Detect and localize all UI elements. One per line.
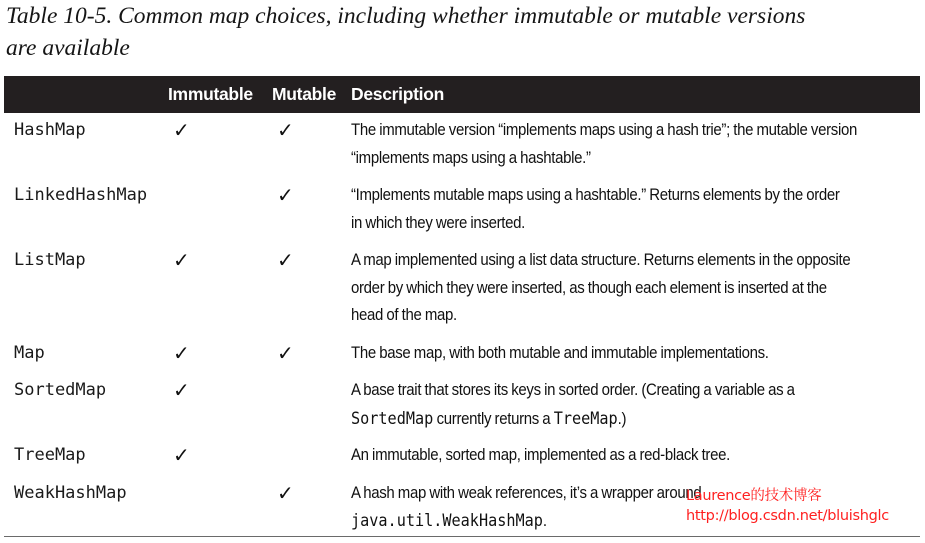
table-row — [4, 374, 920, 439]
description-line: in which they were inserted. — [351, 213, 525, 232]
check-icon: ✓ — [277, 183, 294, 207]
inline-text: . — [542, 512, 547, 530]
class-name: TreeMap — [14, 445, 86, 465]
table-row — [4, 439, 920, 477]
header-mutable: Mutable — [272, 84, 337, 104]
description-line: A map implemented using a list data structure. Returns elements in the opposite — [351, 251, 851, 269]
description — [351, 377, 921, 433]
inline-text: currently returns a — [433, 409, 554, 428]
table-header — [4, 76, 920, 113]
table-row — [4, 113, 920, 179]
description-line: order by which they were inserted, as though each element is inserted at the — [351, 278, 827, 297]
check-icon: ✓ — [277, 480, 294, 505]
map-choices-table — [4, 76, 920, 543]
table-bottom-rule — [4, 536, 920, 537]
description-line: A hash map with weak references, it’s a wrapper around — [351, 483, 702, 502]
watermark — [686, 486, 922, 526]
caption-line-1: Table 10-5. Common map choices, including whether immutable or mutable versions — [6, 3, 806, 29]
description — [351, 442, 921, 470]
inline-text: .) — [617, 409, 627, 428]
description — [351, 182, 921, 237]
inline-code: java.util.WeakHashMap — [351, 511, 543, 530]
description-line: head of the map. — [351, 306, 457, 324]
description — [351, 340, 921, 368]
check-icon: ✓ — [173, 248, 190, 272]
description — [351, 247, 921, 330]
header-name — [4, 76, 168, 113]
check-icon: ✓ — [277, 118, 294, 142]
class-name: HashMap — [14, 120, 86, 140]
description-line — [351, 405, 921, 434]
table-row — [4, 179, 920, 244]
table-row — [4, 337, 920, 375]
caption-line-2: are available — [6, 35, 130, 61]
table-caption — [6, 0, 921, 64]
class-name: Map — [14, 342, 45, 363]
description-line: A base trait that stores its keys in sorted order. (Creating a variable as a — [351, 381, 795, 399]
description-line: “implements maps using a hashtable.” — [351, 148, 591, 167]
class-name: WeakHashMap — [14, 482, 127, 503]
header-row — [4, 76, 920, 113]
description — [351, 117, 921, 172]
table-body — [4, 113, 920, 543]
class-name: SortedMap — [14, 380, 107, 400]
description-line: The immutable version “implements maps using a hash trie”; the mutable version — [351, 121, 857, 139]
inline-code: SortedMap — [351, 408, 434, 428]
check-icon: ✓ — [173, 443, 190, 467]
header-description: Description — [351, 84, 444, 104]
check-icon: ✓ — [173, 118, 190, 142]
inline-code: TreeMap — [553, 408, 618, 428]
check-icon: ✓ — [277, 340, 294, 365]
class-name: LinkedHashMap — [14, 185, 148, 205]
class-name: ListMap — [14, 250, 86, 270]
description-line: “Implements mutable maps using a hashtable.” Returns elements by the order — [351, 186, 840, 204]
watermark-line-1: Laurence的技术博客 — [686, 488, 822, 504]
description-line: An immutable, sorted map, implemented as a red-black tree. — [351, 446, 730, 464]
check-icon: ✓ — [173, 340, 190, 365]
description-line: The base map, with both mutable and immutable implementations. — [351, 343, 769, 362]
watermark-line-2: http://blog.csdn.net/bluishglc — [686, 508, 889, 524]
table-row — [4, 244, 920, 337]
check-icon: ✓ — [173, 378, 190, 402]
header-immutable: Immutable — [168, 84, 253, 104]
check-icon: ✓ — [277, 248, 294, 272]
